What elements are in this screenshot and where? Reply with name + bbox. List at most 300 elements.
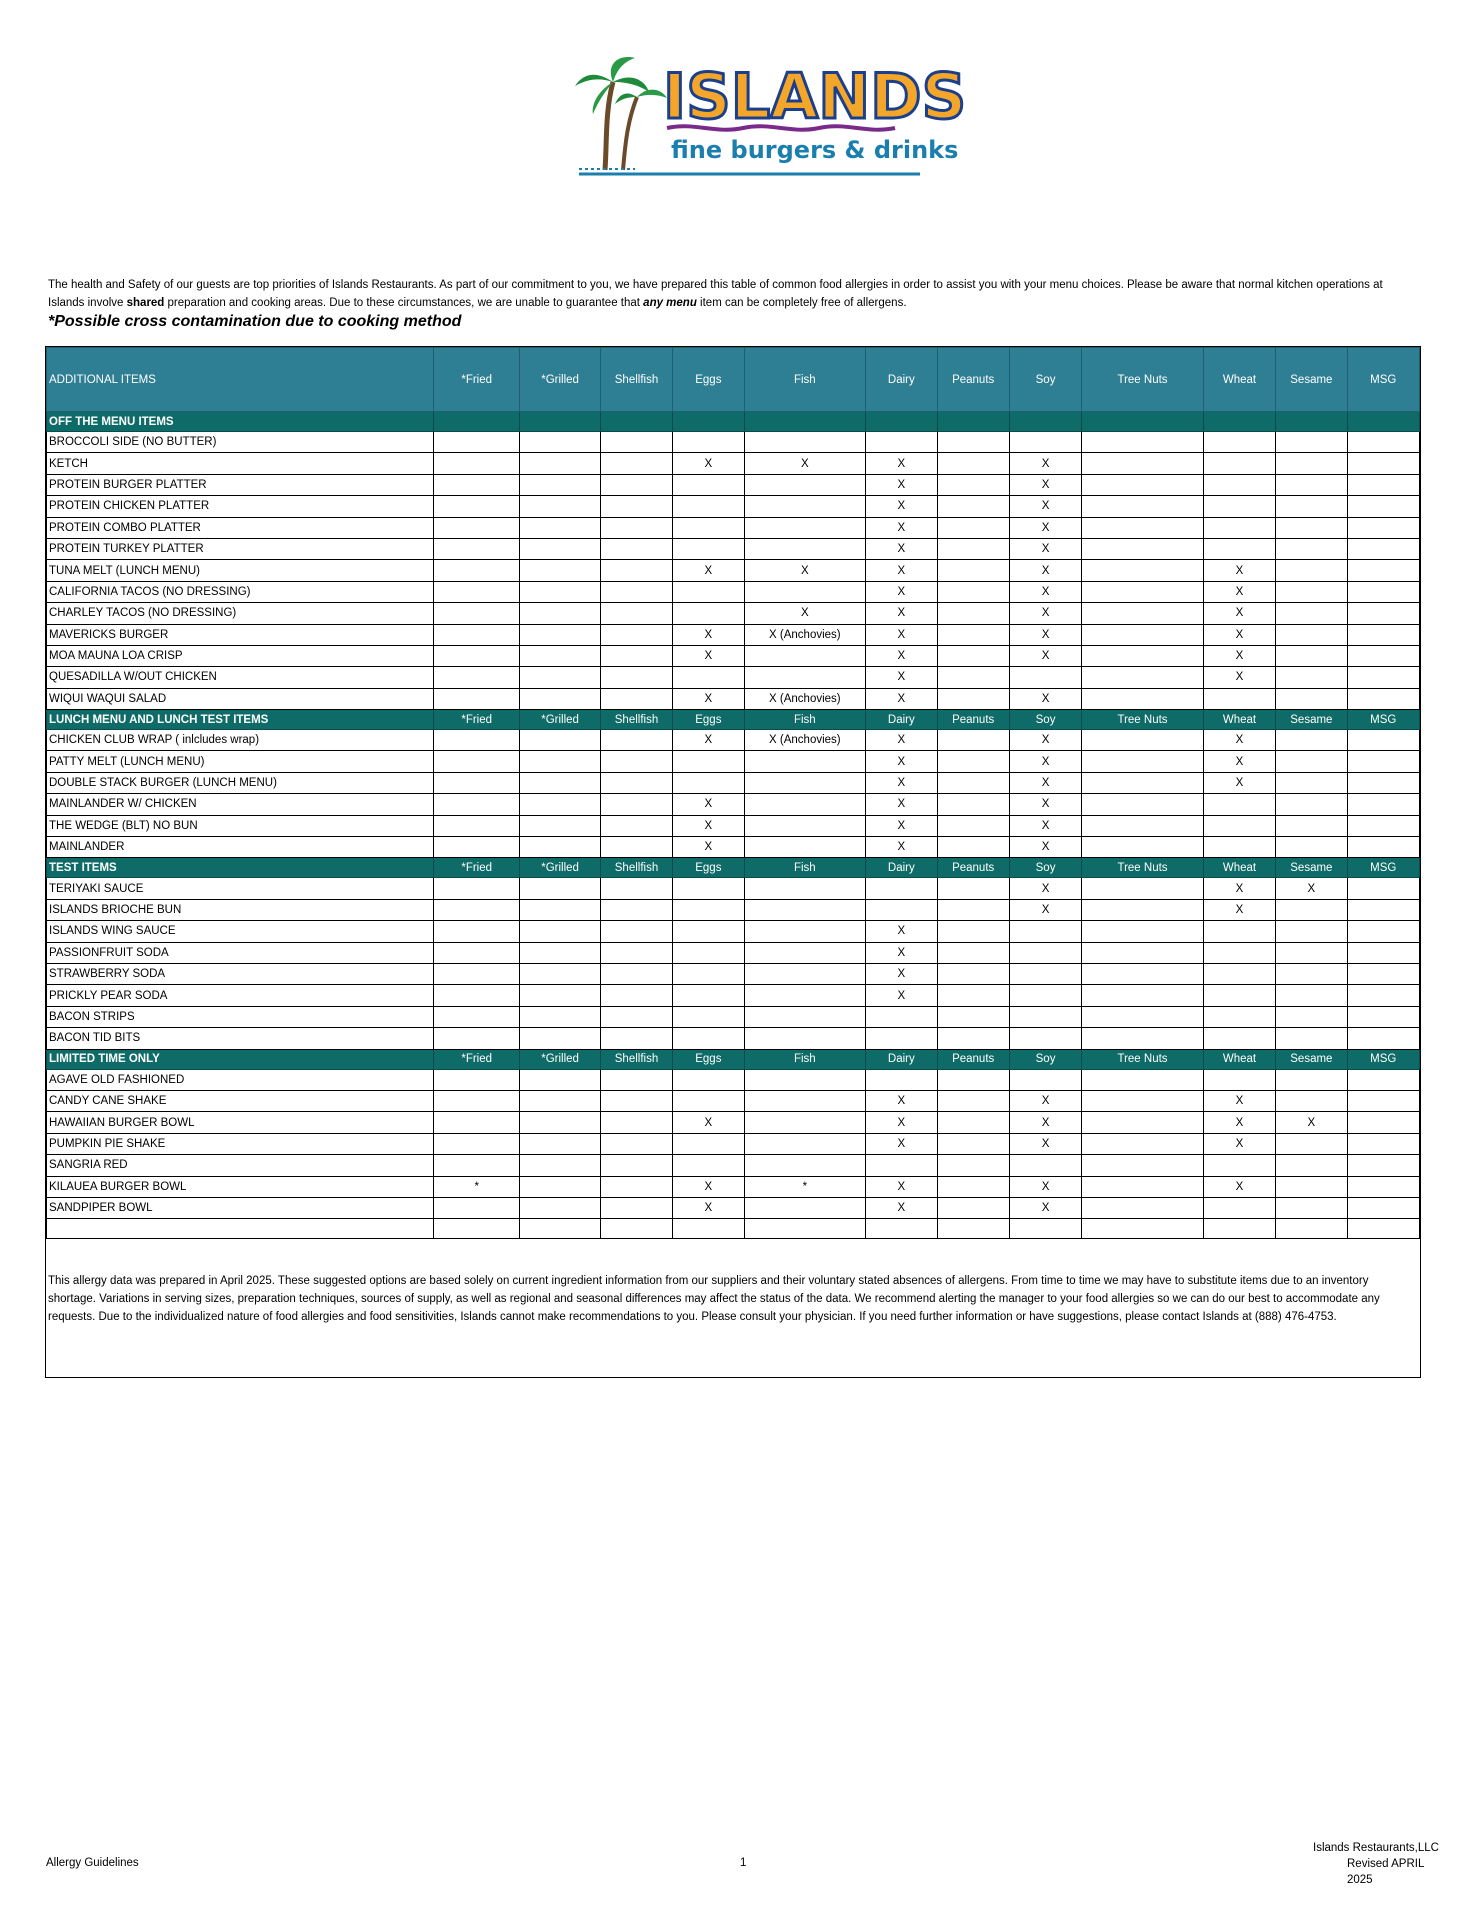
allergen-cell (1082, 496, 1204, 517)
allergen-cell (433, 474, 519, 495)
allergen-cell (744, 1069, 866, 1090)
allergen-cell (937, 624, 1009, 645)
allergen-cell (1276, 985, 1347, 1006)
allergen-cell (600, 453, 672, 474)
allergen-cell (937, 794, 1009, 815)
allergen-cell (520, 921, 600, 942)
allergen-cell: X (1009, 538, 1081, 559)
allergen-cell (433, 1028, 519, 1049)
allergen-cell (1276, 899, 1347, 920)
allergen-cell (937, 603, 1009, 624)
allergen-cell (1347, 1090, 1419, 1111)
allergen-cell (1276, 730, 1347, 751)
allergen-cell (600, 815, 672, 836)
allergen-cell (866, 1069, 937, 1090)
allergen-cell (600, 645, 672, 666)
table-row (47, 1133, 1420, 1154)
section-title: LUNCH MENU AND LUNCH TEST ITEMS (47, 710, 434, 730)
allergen-cell (1009, 1006, 1081, 1027)
section-column-label: Eggs (673, 710, 744, 730)
allergen-cell: X (866, 581, 937, 602)
allergen-cell: X (1009, 560, 1081, 581)
allergen-cell (937, 667, 1009, 688)
allergen-cell: X (Anchovies) (744, 730, 866, 751)
allergen-cell (866, 899, 937, 920)
allergen-cell (433, 517, 519, 538)
allergen-cell: * (744, 1176, 866, 1197)
allergen-cell (744, 963, 866, 984)
allergen-cell (433, 538, 519, 559)
allergen-cell (744, 1006, 866, 1027)
allergen-cell (937, 560, 1009, 581)
allergen-cell: X (866, 474, 937, 495)
table-row (47, 1197, 1420, 1218)
allergen-cell (1203, 1197, 1275, 1218)
allergen-cell: X (866, 942, 937, 963)
allergen-cell (520, 942, 600, 963)
logo-wordmark: ISLANDS (663, 60, 967, 133)
allergen-cell (600, 474, 672, 495)
allergen-cell (744, 772, 866, 793)
column-header: *Grilled (520, 348, 600, 412)
section-column-label: Soy (1009, 1049, 1081, 1069)
section-column-label (744, 412, 866, 432)
allergen-cell (433, 963, 519, 984)
item-name: WIQUI WAQUI SALAD (47, 688, 434, 709)
allergen-cell (937, 1133, 1009, 1154)
allergen-cell (1082, 1176, 1204, 1197)
allergen-cell (433, 1112, 519, 1133)
allergen-cell (1203, 837, 1275, 858)
allergen-cell (673, 581, 744, 602)
allergen-cell (744, 517, 866, 538)
allergen-cell (1347, 794, 1419, 815)
allergen-cell (1276, 1028, 1347, 1049)
allergen-cell: X (1009, 645, 1081, 666)
allergen-cell (673, 1006, 744, 1027)
allergen-cell (600, 942, 672, 963)
section-column-label (1203, 412, 1275, 432)
allergen-cell (600, 730, 672, 751)
allergen-cell (673, 603, 744, 624)
allergen-cell (673, 1133, 744, 1154)
allergen-cell (520, 1133, 600, 1154)
item-name: PUMPKIN PIE SHAKE (47, 1133, 434, 1154)
allergen-cell: X (673, 1176, 744, 1197)
allergen-cell (937, 837, 1009, 858)
item-name: CALIFORNIA TACOS (NO DRESSING) (47, 581, 434, 602)
allergen-cell (1347, 942, 1419, 963)
allergen-cell (1009, 1028, 1081, 1049)
section-column-label: Eggs (673, 1049, 744, 1069)
allergen-cell (1347, 921, 1419, 942)
allergen-cell (1347, 1133, 1419, 1154)
allergen-cell (937, 730, 1009, 751)
section-title: TEST ITEMS (47, 858, 434, 878)
allergen-cell (1203, 985, 1275, 1006)
allergen-cell: X (744, 560, 866, 581)
table-row (47, 603, 1420, 624)
empty-cell (1203, 1219, 1275, 1239)
allergen-cell (937, 645, 1009, 666)
section-column-label: Shellfish (600, 710, 672, 730)
allergen-cell: X (673, 794, 744, 815)
allergen-cell (433, 453, 519, 474)
allergen-cell (1276, 496, 1347, 517)
intro-shared: shared (126, 297, 165, 309)
allergen-cell (433, 432, 519, 453)
allergen-cell: X (1009, 624, 1081, 645)
allergen-cell: X (1203, 1090, 1275, 1111)
section-column-label: *Fried (433, 1049, 519, 1069)
allergen-cell (673, 899, 744, 920)
allergen-cell (600, 1028, 672, 1049)
item-name: ISLANDS BRIOCHE BUN (47, 899, 434, 920)
allergen-cell (1276, 1069, 1347, 1090)
allergen-cell (1009, 985, 1081, 1006)
column-header: *Fried (433, 348, 519, 412)
allergen-cell: X (866, 453, 937, 474)
allergen-cell (1347, 517, 1419, 538)
allergen-cell (937, 496, 1009, 517)
allergen-cell: X (866, 815, 937, 836)
table-row (47, 794, 1420, 815)
table-row (47, 560, 1420, 581)
allergen-cell (1203, 432, 1275, 453)
allergen-cell: X (1009, 603, 1081, 624)
allergen-cell: * (433, 1176, 519, 1197)
item-name: BROCCOLI SIDE (NO BUTTER) (47, 432, 434, 453)
allergen-cell (937, 963, 1009, 984)
allergen-cell: X (1009, 772, 1081, 793)
allergen-cell (1347, 667, 1419, 688)
allergen-cell (744, 1197, 866, 1218)
allergen-cell (673, 751, 744, 772)
allergen-cell: X (1009, 878, 1081, 899)
allergen-cell (1276, 474, 1347, 495)
item-name: PROTEIN COMBO PLATTER (47, 517, 434, 538)
item-name: STRAWBERRY SODA (47, 963, 434, 984)
allergen-cell (1009, 942, 1081, 963)
allergen-cell (1203, 815, 1275, 836)
allergy-disclaimer: This allergy data was prepared in April 2025. These suggested options are based solely on current ingredient information from our suppliers and their voluntary stated absences of allergens. From time to time we may have to substitute items due to an inventory shortage. Variations in serving sizes, preparation techniques, sources of supply, as well as regional and seasonal differences may affect the status of the data. We recommend alerting the manager to your food allergies so we can do our best to accommodate any requests. Due to the individualized nature of food allergies and food sensitivities, Islands cannot make recommendations to you. Please consult your physician. If you need further information or have suggestions, please contact Islands at (888) 476-4753. (48, 1275, 1380, 1323)
allergen-cell (673, 432, 744, 453)
allergen-cell: X (1203, 603, 1275, 624)
allergen-cell (937, 1155, 1009, 1176)
allergen-cell (1276, 921, 1347, 942)
allergen-cell (673, 942, 744, 963)
allergen-cell (520, 751, 600, 772)
allergy-sheet (45, 346, 1421, 1378)
allergen-cell: X (1276, 878, 1347, 899)
table-row (47, 837, 1420, 858)
allergen-cell (937, 688, 1009, 709)
allergen-cell (433, 1133, 519, 1154)
section-column-label (1082, 412, 1204, 432)
item-name: HAWAIIAN BURGER BOWL (47, 1112, 434, 1133)
allergen-cell (520, 772, 600, 793)
item-name: QUESADILLA W/OUT CHICKEN (47, 667, 434, 688)
allergen-cell (1082, 624, 1204, 645)
item-name: BACON TID BITS (47, 1028, 434, 1049)
allergen-cell (433, 942, 519, 963)
table-row (47, 453, 1420, 474)
allergen-cell (673, 538, 744, 559)
allergen-cell (433, 667, 519, 688)
allergen-cell: X (1203, 772, 1275, 793)
table-row (47, 624, 1420, 645)
allergen-cell (1082, 899, 1204, 920)
table-row (47, 1112, 1420, 1133)
allergen-cell: X (673, 645, 744, 666)
allergen-cell: X (866, 1197, 937, 1218)
cross-contamination-note: *Possible cross contamination due to cooking method (48, 313, 462, 330)
allergen-cell (433, 1006, 519, 1027)
allergen-cell (1276, 645, 1347, 666)
item-name: SANGRIA RED (47, 1155, 434, 1176)
item-name: ISLANDS WING SAUCE (47, 921, 434, 942)
section-column-label: Dairy (866, 710, 937, 730)
item-name: PASSIONFRUIT SODA (47, 942, 434, 963)
table-header-row (47, 348, 1420, 412)
allergen-cell (1347, 432, 1419, 453)
table-row (47, 432, 1420, 453)
allergen-cell (1203, 474, 1275, 495)
allergen-cell (1082, 1090, 1204, 1111)
allergen-cell (600, 624, 672, 645)
allergen-cell: X (1009, 517, 1081, 538)
allergen-cell (1347, 624, 1419, 645)
item-name: PRICKLY PEAR SODA (47, 985, 434, 1006)
allergen-cell (1082, 453, 1204, 474)
allergen-cell (1082, 815, 1204, 836)
allergen-cell (433, 645, 519, 666)
section-header-row (47, 412, 1420, 432)
allergen-cell (600, 688, 672, 709)
allergen-cell: X (Anchovies) (744, 624, 866, 645)
allergen-cell (744, 581, 866, 602)
allergen-cell (1276, 624, 1347, 645)
allergen-cell (744, 942, 866, 963)
allergen-cell (520, 899, 600, 920)
section-header-row (47, 710, 1420, 730)
allergen-cell (433, 560, 519, 581)
allergen-cell: X (866, 921, 937, 942)
allergen-cell: X (1203, 667, 1275, 688)
allergen-cell (937, 1112, 1009, 1133)
allergen-cell (866, 1155, 937, 1176)
allergen-cell (1082, 603, 1204, 624)
allergen-cell: X (1009, 837, 1081, 858)
header-additional-items: ADDITIONAL ITEMS (47, 348, 434, 412)
item-name: BACON STRIPS (47, 1006, 434, 1027)
allergen-cell (433, 688, 519, 709)
allergen-cell (600, 772, 672, 793)
section-column-label: Soy (1009, 858, 1081, 878)
allergen-cell (1203, 794, 1275, 815)
allergen-cell (744, 899, 866, 920)
allergen-cell (937, 453, 1009, 474)
table-row (47, 815, 1420, 836)
allergen-cell (744, 1133, 866, 1154)
allergen-cell (1082, 772, 1204, 793)
table-row (47, 730, 1420, 751)
section-column-label: Wheat (1203, 710, 1275, 730)
allergen-cell (1203, 1028, 1275, 1049)
allergen-cell (520, 474, 600, 495)
section-column-label: Soy (1009, 710, 1081, 730)
allergen-cell (1203, 963, 1275, 984)
column-header: Shellfish (600, 348, 672, 412)
table-row (47, 645, 1420, 666)
allergen-cell (1276, 517, 1347, 538)
allergen-cell (1203, 453, 1275, 474)
item-name: SANDPIPER BOWL (47, 1197, 434, 1218)
allergen-cell (520, 624, 600, 645)
allergen-cell (600, 1069, 672, 1090)
allergen-cell (1347, 560, 1419, 581)
allergen-cell (937, 474, 1009, 495)
allergen-cell: X (866, 837, 937, 858)
allergen-cell (520, 432, 600, 453)
column-header: Fish (744, 348, 866, 412)
allergen-cell (1203, 921, 1275, 942)
section-column-label: Eggs (673, 858, 744, 878)
allergen-cell (520, 517, 600, 538)
section-column-label (520, 412, 600, 432)
item-name: CHICKEN CLUB WRAP ( inlcludes wrap) (47, 730, 434, 751)
allergen-cell (866, 1028, 937, 1049)
allergen-cell (1082, 517, 1204, 538)
allergen-cell (1347, 581, 1419, 602)
allergen-cell (433, 581, 519, 602)
allergen-cell (1203, 1155, 1275, 1176)
allergen-cell (1276, 1155, 1347, 1176)
allergen-cell (744, 815, 866, 836)
allergen-cell (1203, 942, 1275, 963)
section-column-label: *Grilled (520, 710, 600, 730)
allergen-cell (1203, 517, 1275, 538)
allergen-cell (1276, 1133, 1347, 1154)
allergy-table (46, 347, 1420, 1239)
palm-tree-icon (575, 57, 667, 170)
empty-cell (600, 1219, 672, 1239)
allergen-cell (1082, 688, 1204, 709)
table-row (47, 1028, 1420, 1049)
table-row (47, 985, 1420, 1006)
allergen-cell (937, 899, 1009, 920)
section-column-label: *Fried (433, 710, 519, 730)
allergen-cell: X (673, 815, 744, 836)
allergen-cell (744, 837, 866, 858)
allergen-cell (600, 603, 672, 624)
allergen-cell (1347, 815, 1419, 836)
allergen-cell (520, 538, 600, 559)
allergen-cell: X (1009, 815, 1081, 836)
intro-paragraph: The health and Safety of our guests are top priorities of Islands Restaurants. As part of our commitment to you, we have prepared this table of common food allergies in order to assist you with your menu choices. Please be aware that normal kitchen operations at Islands involve shared preparation and cooking areas. Due to these circumstances, we are unable to guarantee that any menu item can be completely free of allergens. (48, 279, 1383, 309)
allergen-cell: X (866, 667, 937, 688)
allergen-cell: X (673, 1112, 744, 1133)
allergen-cell (1082, 474, 1204, 495)
section-column-label: Peanuts (937, 710, 1009, 730)
allergen-cell (1276, 688, 1347, 709)
allergen-cell: X (866, 1112, 937, 1133)
allergen-cell (520, 794, 600, 815)
allergen-cell (744, 645, 866, 666)
allergen-cell: X (673, 453, 744, 474)
section-column-label (1347, 412, 1419, 432)
allergen-cell (520, 496, 600, 517)
allergen-cell (673, 878, 744, 899)
item-name: KETCH (47, 453, 434, 474)
section-column-label: Wheat (1203, 858, 1275, 878)
column-header: Dairy (866, 348, 937, 412)
allergen-cell (1347, 730, 1419, 751)
allergen-cell (1347, 496, 1419, 517)
allergen-cell (673, 1090, 744, 1111)
section-column-label: *Grilled (520, 858, 600, 878)
allergen-cell (520, 1006, 600, 1027)
allergen-cell (600, 1176, 672, 1197)
allergen-cell: X (1009, 1133, 1081, 1154)
section-column-label: Wheat (1203, 1049, 1275, 1069)
allergen-cell (673, 1069, 744, 1090)
item-name: PROTEIN BURGER PLATTER (47, 474, 434, 495)
allergen-cell: X (866, 538, 937, 559)
allergen-cell (937, 517, 1009, 538)
allergen-cell: X (1203, 1112, 1275, 1133)
allergen-cell (1082, 1155, 1204, 1176)
allergen-cell (520, 730, 600, 751)
allergen-cell (520, 1028, 600, 1049)
allergen-cell (744, 921, 866, 942)
section-column-label: Tree Nuts (1082, 710, 1204, 730)
allergen-cell (600, 560, 672, 581)
section-column-label: *Fried (433, 858, 519, 878)
section-column-label: Dairy (866, 1049, 937, 1069)
allergen-cell (520, 581, 600, 602)
allergen-cell (433, 878, 519, 899)
column-header: Sesame (1276, 348, 1347, 412)
allergen-cell (1347, 1197, 1419, 1218)
table-row (47, 751, 1420, 772)
column-header: Peanuts (937, 348, 1009, 412)
section-column-label: Peanuts (937, 1049, 1009, 1069)
allergen-cell: X (866, 517, 937, 538)
allergen-cell (433, 603, 519, 624)
allergen-cell: X (1203, 751, 1275, 772)
column-header: Tree Nuts (1082, 348, 1204, 412)
allergen-cell (433, 837, 519, 858)
allergen-cell (600, 751, 672, 772)
allergen-cell (520, 985, 600, 1006)
allergen-cell (1203, 688, 1275, 709)
table-row (47, 1006, 1420, 1027)
allergen-cell (433, 730, 519, 751)
allergen-cell: X (1203, 1176, 1275, 1197)
allergen-cell (744, 1112, 866, 1133)
allergen-cell (433, 985, 519, 1006)
allergen-cell (520, 603, 600, 624)
allergen-cell (600, 538, 672, 559)
allergen-cell (520, 1155, 600, 1176)
allergen-cell (1347, 474, 1419, 495)
allergen-cell (1082, 878, 1204, 899)
allergen-cell (1082, 730, 1204, 751)
allergen-cell (1276, 815, 1347, 836)
allergen-cell: X (1009, 453, 1081, 474)
allergen-cell (1082, 538, 1204, 559)
